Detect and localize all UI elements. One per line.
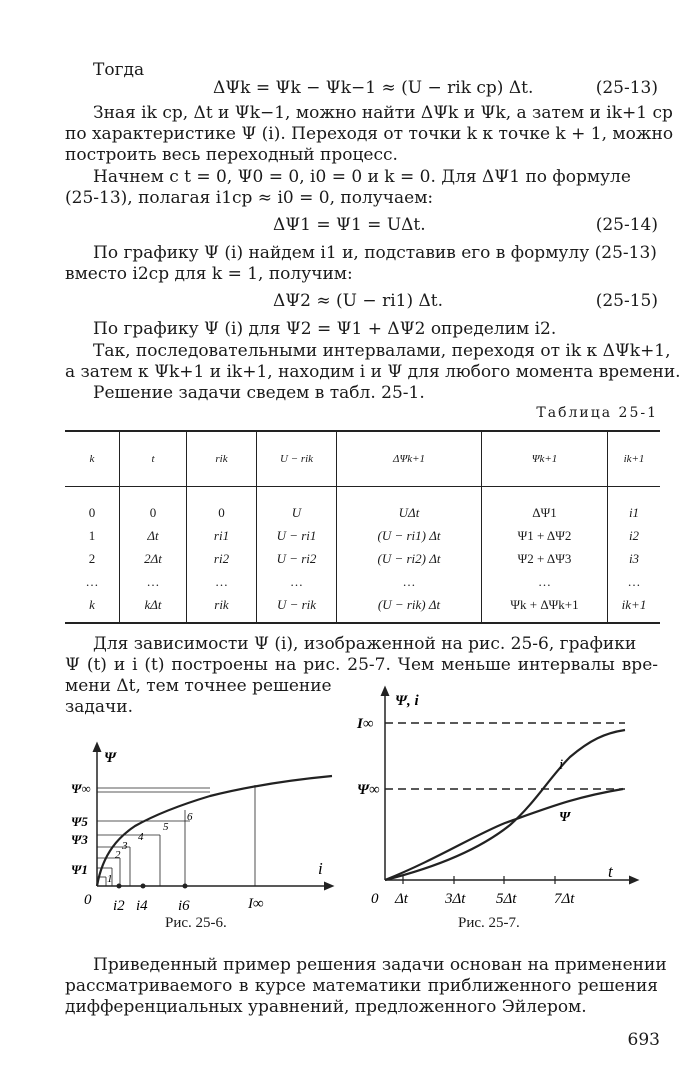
table-cell: … <box>85 573 99 589</box>
paragraph-line: По графику Ψ (i) для Ψ2 = Ψ1 + ΔΨ2 определим i2. <box>93 319 557 339</box>
paragraph-line: дифференциальных уравнений, предложенного Эйлером. <box>65 997 587 1017</box>
table-row <box>65 487 660 525</box>
x-tick-label: 3Δt <box>445 891 466 907</box>
paragraph-line: построить весь переходный процесс. <box>65 145 398 165</box>
x-tick-label: Δt <box>395 891 408 907</box>
table-cell: Ψ2 + ΔΨ3 <box>482 547 608 570</box>
equation-number: (25-15) <box>595 291 658 311</box>
origin-label: 0 <box>84 892 92 908</box>
paragraph-line: Для зависимости Ψ (i), изображенной на рис. 25-6, графики <box>93 634 637 654</box>
equation-25-13: ΔΨk = Ψk − Ψk−1 ≈ (U − rik ср) Δt. <box>213 78 534 98</box>
paragraph-line: Зная ik ср, Δt и Ψk−1, можно найти ΔΨk и Ψk, а затем и ik+1 ср <box>93 103 673 123</box>
step-label: 6 <box>187 811 193 823</box>
x-tick-label: I∞ <box>248 896 264 912</box>
table-cell: … <box>337 570 482 593</box>
paragraph-line: (25-13), полагая i1ср ≈ i0 = 0, получаем: <box>65 188 434 208</box>
x-axis-label: t <box>608 862 613 881</box>
table-cell: ri1 <box>187 524 257 547</box>
curve-label-psi: Ψ <box>559 810 571 825</box>
paragraph-line: по характеристике Ψ (i). Переходя от точки k к точке k + 1, можно <box>65 124 674 144</box>
paragraph-line: мени Δt, тем точнее решение <box>65 676 332 696</box>
table-cell: 1 <box>88 527 96 543</box>
table-cell: Ψk + ΔΨk+1 <box>482 593 608 623</box>
table-cell: … <box>257 570 337 593</box>
table-cell: Δt <box>120 524 187 547</box>
col-header-k: k <box>65 431 120 487</box>
y-tick-label: Ψ∞ <box>71 781 91 796</box>
table-cell: U <box>257 487 337 525</box>
col-header-t: t <box>120 431 187 487</box>
table-cell: 0 <box>120 487 187 525</box>
step-label: 5 <box>163 821 169 833</box>
table-cell: UΔt <box>337 487 482 525</box>
y-tick-label: Ψ3 <box>71 832 88 847</box>
col-header-i: ik+1 <box>608 431 661 487</box>
table-caption: Таблица 25-1 <box>536 405 658 421</box>
table-cell: ri2 <box>187 547 257 570</box>
table-cell: i1 <box>608 487 661 525</box>
step-label: 2 <box>115 849 121 861</box>
paragraph-line: Ψ (t) и i (t) построены на рис. 25-7. Чем меньше интервалы вре- <box>65 655 658 675</box>
point-i2 <box>117 884 122 889</box>
y-tick-label: Ψ5 <box>71 814 88 829</box>
table-header-row <box>65 431 660 487</box>
x-tick-label: i2 <box>113 898 125 914</box>
table-cell: (U − rik) Δt <box>337 593 482 623</box>
table-row <box>65 547 660 570</box>
paragraph-line: По графику Ψ (i) найдем i1 и, подставив его в формулу (25-13) <box>93 243 657 263</box>
x-tick-label: 7Δt <box>554 891 575 907</box>
col-header-rik: rik <box>187 431 257 487</box>
intro-word: Тогда <box>93 60 145 80</box>
table-cell: (U − ri2) Δt <box>337 547 482 570</box>
table-cell: rik <box>187 593 257 623</box>
paragraph-line: задачи. <box>65 697 133 717</box>
x-tick-label: i6 <box>178 898 190 914</box>
step-label: 3 <box>122 840 128 852</box>
x-tick-label: 5Δt <box>496 891 517 907</box>
equation-number: (25-14) <box>595 215 658 235</box>
page-number: 693 <box>627 1030 660 1050</box>
table-cell: … <box>187 570 257 593</box>
table-25-1 <box>65 430 660 624</box>
table-cell: (U − ri1) Δt <box>337 524 482 547</box>
table-cell: 2Δt <box>120 547 187 570</box>
figure-25-7 <box>355 685 645 915</box>
table-cell: 0 <box>88 504 96 520</box>
table-cell: ik+1 <box>608 593 661 623</box>
origin-label: 0 <box>371 891 379 907</box>
y-tick-label: Ψ∞ <box>357 782 380 798</box>
table-cell: U − ri2 <box>257 547 337 570</box>
table-cell: Ψ1 + ΔΨ2 <box>482 524 608 547</box>
paragraph-line: Так, последовательными интервалами, переходя от ik к ΔΨk+1, <box>93 341 671 361</box>
table-cell: … <box>120 570 187 593</box>
paragraph-line: а затем к Ψk+1 и ik+1, находим i и Ψ для любого момента времени. <box>65 362 681 382</box>
table-cell: i2 <box>608 524 661 547</box>
y-axis-label: Ψ, i <box>395 693 419 709</box>
table-cell: 2 <box>88 550 96 566</box>
paragraph-line: Решение задачи сведем в табл. 25-1. <box>93 383 425 403</box>
table-cell: i3 <box>608 547 661 570</box>
curve-label-i: i <box>559 757 564 773</box>
table-row <box>65 570 660 593</box>
i-t-curve <box>385 730 625 880</box>
point-i4 <box>141 884 146 889</box>
point-i6 <box>183 884 188 889</box>
paragraph-line: Начнем с t = 0, Ψ0 = 0, i0 = 0 и k = 0. Для ΔΨ1 по формуле <box>93 167 631 187</box>
table-cell: k <box>65 593 120 623</box>
table-cell: ΔΨ1 <box>482 487 608 525</box>
paragraph-line: вместо i2ср для k = 1, получим: <box>65 264 353 284</box>
col-header-u-minus-rik: U − rik <box>257 431 337 487</box>
table-cell: U − rik <box>257 593 337 623</box>
table-row <box>65 593 660 623</box>
x-tick-label: i4 <box>136 898 148 914</box>
equation-number: (25-13) <box>595 78 658 98</box>
table-cell: … <box>608 570 661 593</box>
y-tick-label: I∞ <box>357 716 374 732</box>
y-axis-label: Ψ <box>104 750 116 766</box>
col-header-psi: Ψk+1 <box>482 431 608 487</box>
equation-25-15: ΔΨ2 ≈ (U − ri1) Δt. <box>273 291 443 311</box>
table-cell: … <box>482 570 608 593</box>
psi-t-curve <box>385 789 623 880</box>
step-label: 1 <box>107 873 113 885</box>
table-row <box>65 524 660 547</box>
step-label: 4 <box>138 831 144 843</box>
paragraph-line: рассматриваемого в курсе математики приближенного решения <box>65 976 658 996</box>
psi-i-curve <box>97 776 332 886</box>
table-cell: U − ri1 <box>257 524 337 547</box>
equation-25-14: ΔΨ1 = Ψ1 = UΔt. <box>273 215 426 235</box>
paragraph-line: Приведенный пример решения задачи основан на применении <box>93 955 667 975</box>
figure-caption: Рис. 25-6. <box>165 915 227 931</box>
x-axis-label: i <box>318 859 323 878</box>
grid-lines <box>97 785 255 886</box>
figure-25-6 <box>60 740 350 940</box>
table-cell: 0 <box>187 487 257 525</box>
figure-caption: Рис. 25-7. <box>458 915 520 931</box>
y-tick-label: Ψ1 <box>71 862 88 877</box>
table-cell: kΔt <box>120 593 187 623</box>
col-header-delta-psi: ΔΨk+1 <box>337 431 482 487</box>
